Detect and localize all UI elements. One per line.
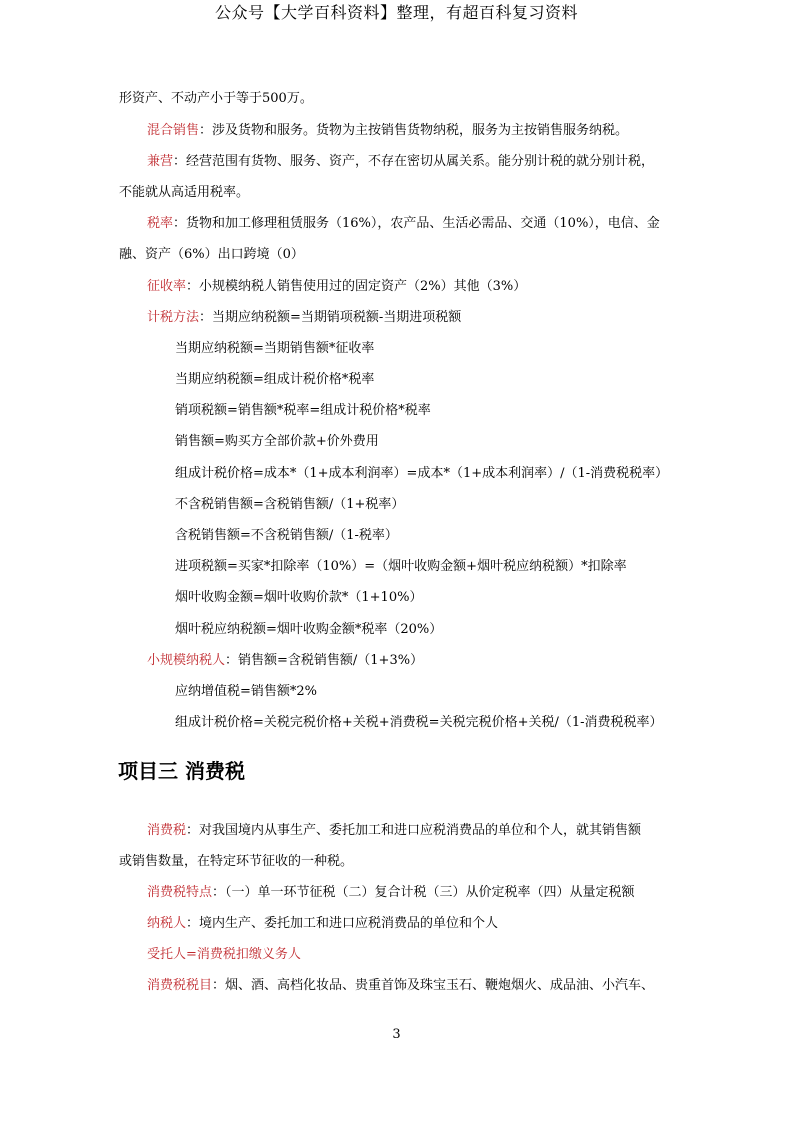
- term-text: ：货物和加工修理租赁服务（16%），农产品、生活必需品、交通（10%），电信、金: [173, 216, 660, 231]
- page-header: 公众号【大学百科资料】整理，有超百科复习资料: [214, 3, 578, 22]
- body-line: 融、资产（6%）出口跨境（0）: [119, 247, 304, 262]
- term-text: ：（一）单一环节征税（二）复合计税（三）从价定税率（四）从量定税额: [212, 885, 635, 900]
- term-label: 消费税税目: [147, 978, 213, 993]
- formula-line: 当期应纳税额=组成计税价格*税率: [175, 372, 375, 387]
- term-label: 征收率: [147, 279, 187, 294]
- body-line: [147, 822, 641, 840]
- formula-line: 烟叶税应纳税额=烟叶收购金额*税率（20%）: [175, 622, 443, 637]
- term-text: ：对我国境内从事生产、委托加工和进口应税消费品的单位和个人，就其销售额: [186, 823, 642, 838]
- body-line: [147, 278, 526, 296]
- term-text: ：经营范围有货物、服务、资产，不存在密切从属关系。能分别计税的就分别计税，: [173, 154, 655, 169]
- formula-line: 销项税额=销售额*税率=组成计税价格*税率: [175, 403, 431, 418]
- term-label: 税率: [147, 216, 174, 231]
- body-line: [147, 977, 654, 995]
- term-label: 消费税: [147, 823, 187, 838]
- term-label: 消费税特点: [147, 885, 213, 900]
- formula-line: 组成计税价格=成本*（1+成本利润率）=成本*（1+成本利润率）/（1-消费税税率）: [175, 466, 669, 481]
- term-text: ：小规模纳税人销售使用过的固定资产（2%）其他（3%）: [186, 279, 527, 294]
- formula-line: 组成计税价格=关税完税价格+关税+消费税=关税完税价格+关税/（1-消费税税率）: [175, 715, 663, 730]
- formula-line: 当期应纳税额=当期销售额*征收率: [175, 341, 375, 356]
- term-label: 计税方法: [147, 310, 200, 325]
- term-label: 小规模纳税人: [147, 653, 226, 668]
- formula-line: 销售额=购买方全部价款+价外费用: [175, 434, 379, 449]
- body-line: [147, 309, 461, 327]
- term-label: 受托人=消费税扣缴义务人: [147, 947, 301, 962]
- body-line: [147, 946, 301, 964]
- body-line: [147, 122, 628, 140]
- formula-line: 进项税额=买家*扣除率（10%）=（烟叶收购金额+烟叶税应纳税额）*扣除率: [175, 559, 627, 574]
- body-line: [147, 884, 635, 902]
- section-title: 项目三 消费税: [118, 759, 245, 783]
- term-label: 纳税人: [147, 916, 187, 931]
- term-text: ：境内生产、委托加工和进口应税消费品的单位和个人: [186, 916, 499, 931]
- term-text: ：涉及货物和服务。货物为主按销售货物纳税，服务为主按销售服务纳税。: [199, 123, 629, 138]
- formula-line: 含税销售额=不含税销售额/（1-税率）: [175, 528, 398, 543]
- term-label: 兼营: [147, 154, 174, 169]
- body-line: [147, 153, 654, 171]
- body-line: 形资产、不动产小于等于500万。: [119, 91, 313, 106]
- term-text: ：烟、酒、高档化妆品、贵重首饰及珠宝玉石、鞭炮烟火、成品油、小汽车、: [212, 978, 655, 993]
- term-text: ：当期应纳税额=当期销项税额-当期进项税额: [199, 310, 462, 325]
- term-label: 混合销售: [147, 123, 200, 138]
- body-line: [147, 915, 498, 933]
- body-line: [147, 652, 423, 670]
- term-text: ：销售额=含税销售额/（1+3%）: [225, 653, 424, 668]
- body-line: 不能就从高适用税率。: [119, 185, 250, 200]
- formula-line: 应纳增值税=销售额*2%: [175, 684, 318, 699]
- page-number: 3: [392, 1027, 401, 1042]
- body-line: [147, 215, 660, 233]
- formula-line: 不含税销售额=含税销售额/（1+税率）: [175, 497, 405, 512]
- formula-line: 烟叶收购金额=烟叶收购价款*（1+10%）: [175, 590, 423, 605]
- body-line: 或销售数量，在特定环节征收的一种税。: [119, 854, 354, 869]
